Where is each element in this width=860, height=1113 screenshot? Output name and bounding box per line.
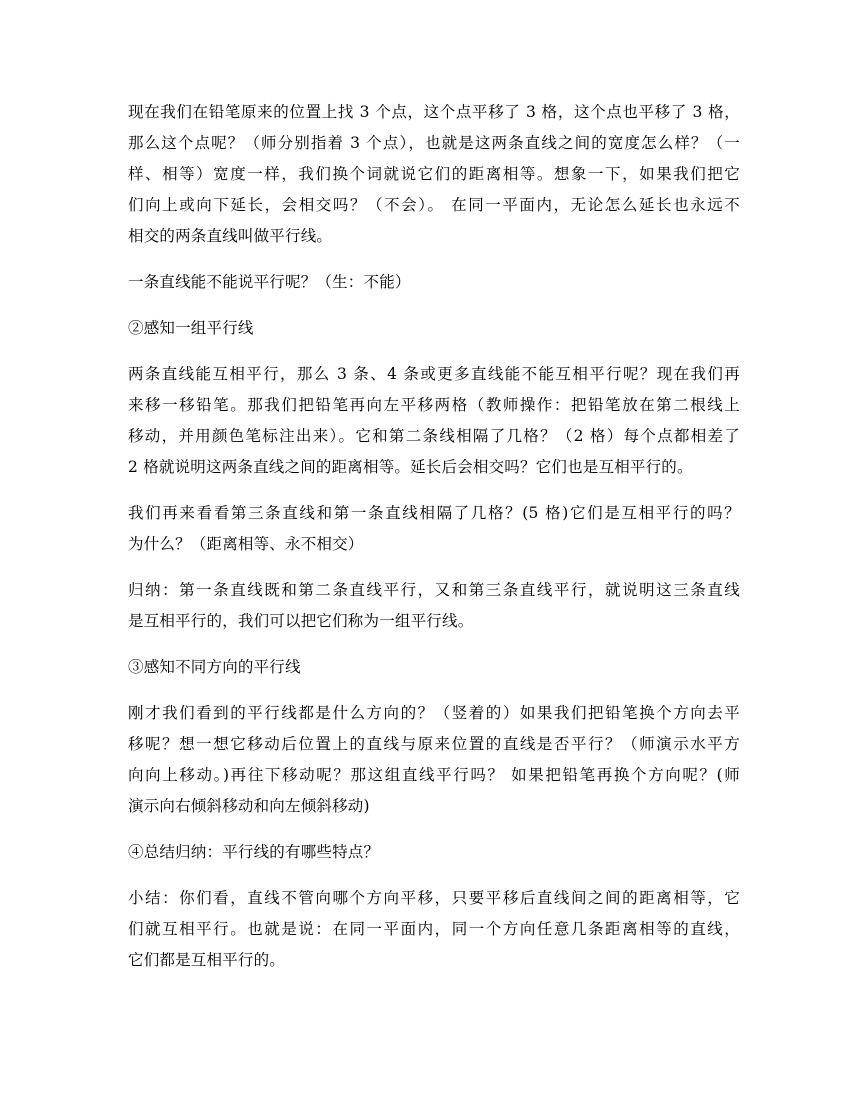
text-line: 样、相等）宽度一样，我们换个词就说它们的距离相等。想象一下，如果我们把它 xyxy=(128,165,740,183)
section-heading-summary xyxy=(128,837,740,868)
paragraph-multiple-lines-parallel xyxy=(128,359,740,483)
text-line: 们向上或向下延长，会相交吗？（不会）。 在同一平面内，无论怎么延长也永远不 xyxy=(128,196,740,214)
text-line: 2 格就说明这两条直线之间的距离相等。延长后会相交吗？它们也是互相平行的。 xyxy=(128,458,693,476)
section-heading-group-of-parallels xyxy=(128,313,740,344)
text-line: 是互相平行的，我们可以把它们称为一组平行线。 xyxy=(128,612,474,630)
text-line: 一条直线能不能说平行呢？（生：不能） xyxy=(128,273,411,291)
text-line: 小结：你们看，直线不管向哪个方向平移，只要平移后直线间之间的距离相等，它 xyxy=(128,889,740,907)
paragraph-parallel-definition xyxy=(128,97,740,252)
text-line: ④总结归纳：平行线的有哪些特点？ xyxy=(128,843,380,861)
text-line: 移呢？想一想它移动后位置上的直线与原来位置的直线是否平行？（师演示水平方 xyxy=(128,735,740,753)
text-line: 现在我们在铅笔原来的位置上找 3 个点，这个点平移了 3 格，这个点也平移了 3 格， xyxy=(128,103,740,121)
text-line: 刚才我们看到的平行线都是什么方向的？（竖着的）如果我们把铅笔换个方向去平 xyxy=(128,704,740,722)
text-line: 它们都是互相平行的。 xyxy=(128,951,286,969)
text-line: 演示向右倾斜移动和向左倾斜移动) xyxy=(128,797,370,815)
text-line: 归纳：第一条直线既和第二条直线平行，又和第三条直线平行，就说明这三条直线 xyxy=(128,581,740,599)
paragraph-direction-demo xyxy=(128,698,740,822)
text-line: 为什么？（距离相等、永不相交） xyxy=(128,535,364,553)
text-line: 来移一移铅笔。那我们把铅笔再向左平移两格（教师操作：把铅笔放在第二根线上 xyxy=(128,396,740,414)
text-line: 相交的两条直线叫做平行线。 xyxy=(128,227,333,245)
text-line: 们就互相平行。也就是说：在同一平面内，同一个方向任意几条距离相等的直线， xyxy=(128,920,740,938)
paragraph-third-line-question xyxy=(128,498,740,560)
paragraph-induction xyxy=(128,575,740,637)
section-heading-different-directions xyxy=(128,652,740,683)
text-line: 两条直线能互相平行，那么 3 条、4 条或更多直线能不能互相平行呢？现在我们再 xyxy=(128,365,740,383)
text-line: 移动，并用颜色笔标注出来）。它和第二条线相隔了几格？（2 格）每个点都相差了 xyxy=(128,427,740,445)
text-line: 那么这个点呢？（师分别指着 3 个点），也就是这两条直线之间的宽度怎么样？（一 xyxy=(128,134,740,152)
text-line: 向向上移动。)再往下移动呢？那这组直线平行吗？ 如果把铅笔再换个方向呢？(师 xyxy=(128,766,740,784)
paragraph-single-line-question xyxy=(128,267,740,298)
document-page xyxy=(128,97,740,991)
text-line: 我们再来看看第三条直线和第一条直线相隔了几格？(5 格)它们是互相平行的吗？ xyxy=(128,504,740,522)
paragraph-conclusion xyxy=(128,883,740,976)
text-line: ③感知不同方向的平行线 xyxy=(128,658,301,676)
text-line: ②感知一组平行线 xyxy=(128,319,254,337)
